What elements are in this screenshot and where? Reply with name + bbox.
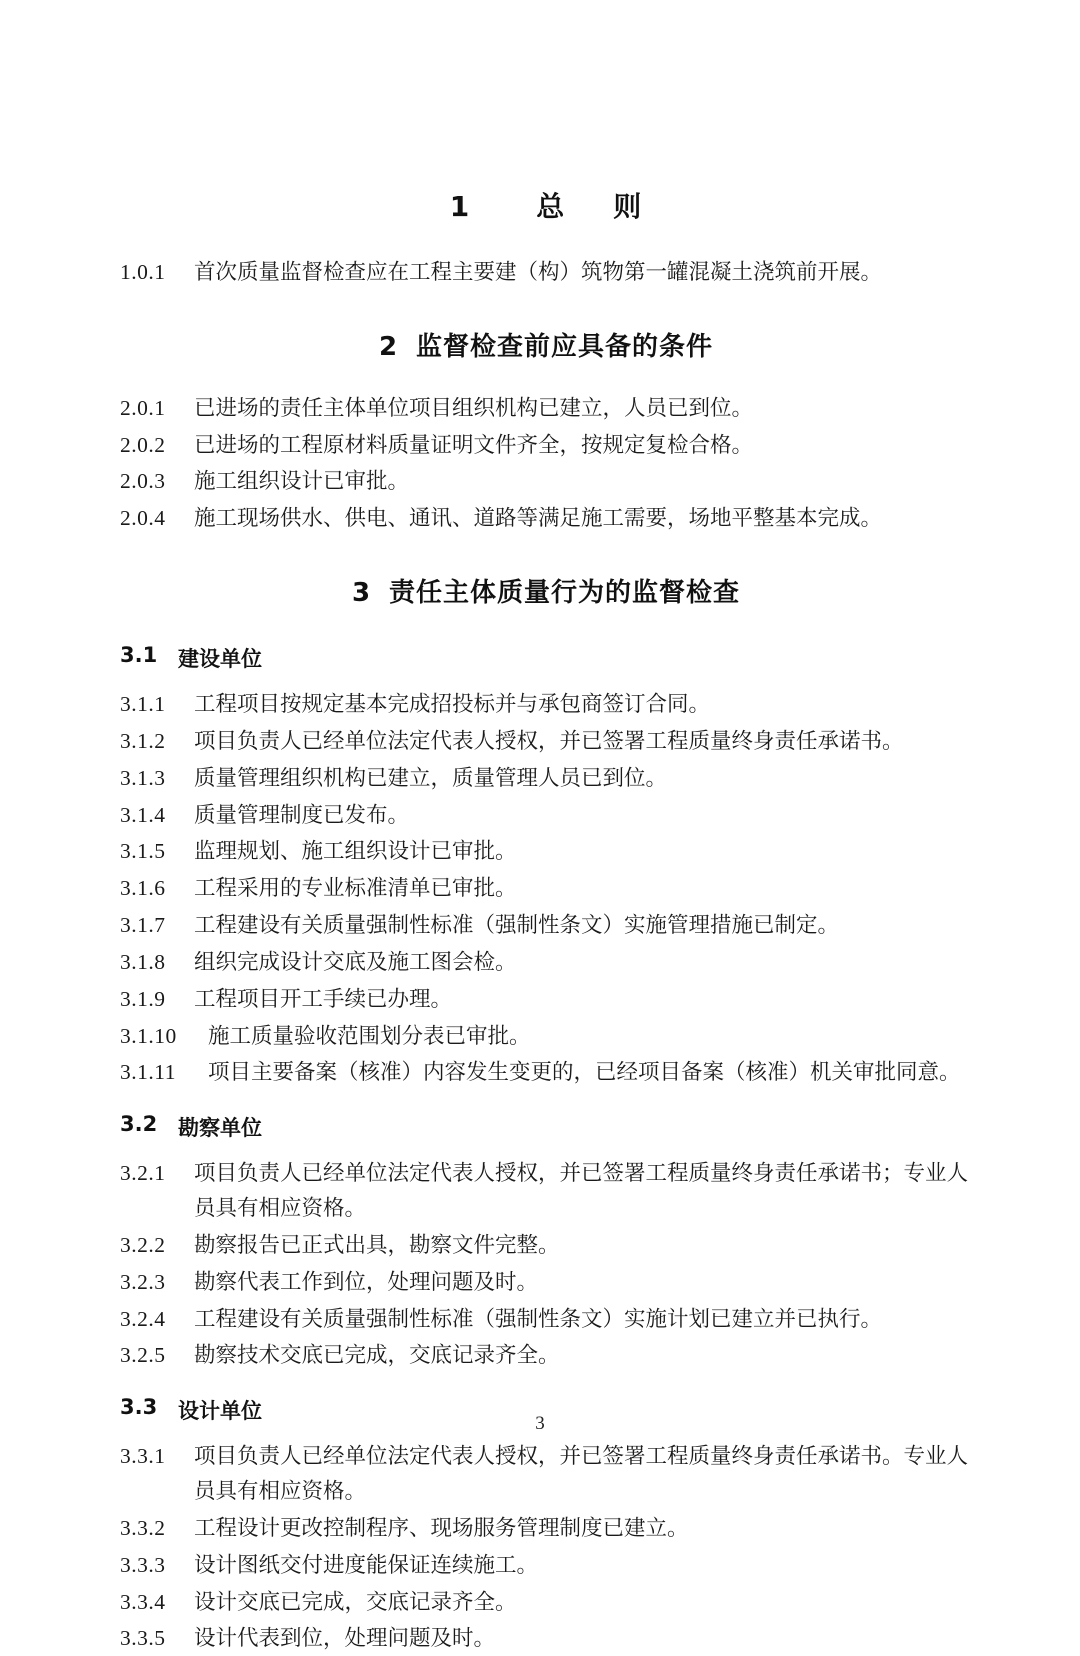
clause-text: 施工现场供水、供电、通讯、道路等满足施工需要，场地平整基本完成。 <box>194 506 883 531</box>
clause-index: 2.0.1 <box>120 395 166 420</box>
clause-text: 已进场的责任主体单位项目组织机构已建立，人员已到位。 <box>194 395 754 420</box>
clause-index: 3.1.9 <box>120 986 166 1011</box>
clause-index: 3.2.2 <box>120 1232 166 1257</box>
clause-index: 3.1.10 <box>120 1023 177 1048</box>
page-number: 3 <box>535 1413 545 1434</box>
chapter-3-number: 3 <box>351 578 372 609</box>
clause-text: 工程设计更改控制程序、现场服务管理制度已建立。 <box>194 1515 689 1540</box>
clause <box>120 908 972 943</box>
clause <box>120 834 972 869</box>
clause-index: 3.1.7 <box>120 913 166 938</box>
clause <box>120 761 972 796</box>
clause-index: 3.3.2 <box>120 1515 166 1540</box>
chapter-2-name: 监督检查前应具备的条件 <box>416 331 714 362</box>
clause-index: 3.3.3 <box>120 1552 166 1577</box>
chapter-1-name: 总 <box>536 190 566 223</box>
clause-index: 3.2.5 <box>120 1343 166 1368</box>
chapter-2-clauses <box>120 391 972 536</box>
clause-text: 施工质量验收范围划分表已审批。 <box>208 1023 531 1048</box>
clause-index: 2.0.2 <box>120 432 166 457</box>
section-index: 3.3 <box>120 1395 158 1420</box>
clause-text: 首次质量监督检查应在工程主要建（构）筑物第一罐混凝土浇筑前开展。 <box>194 260 883 284</box>
chapter-1-number: 1 <box>449 190 471 223</box>
section-head-3-2 <box>120 1112 972 1142</box>
chapter-2-number: 2 <box>378 331 399 362</box>
chapter-1-clauses <box>120 255 972 290</box>
clause-index: 3.1.3 <box>120 765 166 790</box>
section-3-1-clauses <box>120 687 972 1090</box>
clause-index: 3.2.1 <box>120 1161 166 1186</box>
clause-text: 项目负责人已经单位法定代表人授权，并已签署工程质量终身责任承诺书。 <box>194 728 904 753</box>
clause <box>120 1338 972 1373</box>
clause-index: 3.3.5 <box>120 1626 166 1651</box>
clause-index: 3.1.11 <box>120 1060 176 1085</box>
clause-index: 3.1.2 <box>120 728 166 753</box>
clause-text: 项目负责人已经单位法定代表人授权，并已签署工程质量终身责任承诺书；专业人员具有相应资格。 <box>194 1161 969 1221</box>
section-label: 建设单位 <box>178 647 262 672</box>
section-index: 3.1 <box>120 643 158 668</box>
clause-text: 工程项目按规定基本完成招投标并与承包商签订合同。 <box>194 692 711 717</box>
chapter-2-title <box>120 326 972 363</box>
clause-index: 3.1.8 <box>120 949 166 974</box>
clause-text: 勘察报告已正式出具，勘察文件完整。 <box>194 1232 560 1257</box>
clause-index: 3.2.3 <box>120 1269 166 1294</box>
clause-text: 监理规划、施工组织设计已审批。 <box>194 839 517 864</box>
clause <box>120 798 972 833</box>
clause-text: 设计图纸交付进度能保证连续施工。 <box>194 1552 539 1577</box>
chapter-3-title <box>120 572 972 609</box>
clause <box>120 1439 972 1509</box>
clause <box>120 982 972 1017</box>
section-3-2-clauses <box>120 1156 972 1373</box>
clause <box>120 1156 972 1226</box>
clause <box>120 428 972 463</box>
clause <box>120 724 972 759</box>
clause-text: 已进场的工程原材料质量证明文件齐全，按规定复检合格。 <box>194 432 754 457</box>
clause-text: 勘察代表工作到位，处理问题及时。 <box>194 1269 539 1294</box>
clause-text: 施工组织设计已审批。 <box>194 469 410 494</box>
section-label: 勘察单位 <box>178 1116 262 1141</box>
chapter-1-name-tail: 则 <box>613 190 643 223</box>
clause-text: 勘察技术交底已完成，交底记录齐全。 <box>194 1343 560 1368</box>
clause-text: 工程建设有关质量强制性标准（强制性条文）实施管理措施已制定。 <box>194 913 840 938</box>
clause-text: 组织完成设计交底及施工图会检。 <box>194 949 517 974</box>
clause-index: 3.3.1 <box>120 1444 166 1469</box>
clause <box>120 1585 972 1620</box>
clause-text: 项目主要备案（核准）内容发生变更的，已经项目备案（核准）机关审批同意。 <box>208 1060 961 1085</box>
clause <box>120 1302 972 1337</box>
clause-index: 2.0.3 <box>120 469 166 494</box>
clause-index: 2.0.4 <box>120 506 166 531</box>
clause <box>120 1019 972 1054</box>
clause-index: 3.1.1 <box>120 692 166 717</box>
clause <box>120 1511 972 1546</box>
section-label: 设计单位 <box>178 1399 262 1424</box>
clause-text: 设计交底已完成，交底记录齐全。 <box>194 1589 517 1614</box>
clause <box>120 871 972 906</box>
clause-index: 3.3.4 <box>120 1589 166 1614</box>
clause-index: 3.2.4 <box>120 1306 166 1331</box>
clause-text: 工程建设有关质量强制性标准（强制性条文）实施计划已建立并已执行。 <box>194 1306 883 1331</box>
clause-index: 3.1.4 <box>120 802 166 827</box>
clause <box>120 1621 972 1656</box>
clause-index: 1.0.1 <box>120 260 166 284</box>
clause-index: 3.1.5 <box>120 839 166 864</box>
clause-text: 工程采用的专业标准清单已审批。 <box>194 876 517 901</box>
clause <box>120 1228 972 1263</box>
clause <box>120 1265 972 1300</box>
clause-text: 工程项目开工手续已办理。 <box>194 986 453 1011</box>
section-head-3-1 <box>120 643 972 673</box>
section-3-3-clauses <box>120 1439 972 1656</box>
clause-text: 质量管理制度已发布。 <box>194 802 410 827</box>
chapter-1-title <box>120 185 972 225</box>
clause-text: 项目负责人已经单位法定代表人授权，并已签署工程质量终身责任承诺书。专业人员具有相应资格。 <box>194 1444 969 1504</box>
clause <box>120 945 972 980</box>
clause-text: 质量管理组织机构已建立，质量管理人员已到位。 <box>194 765 668 790</box>
clause <box>120 1055 972 1090</box>
clause <box>120 687 972 722</box>
section-index: 3.2 <box>120 1112 158 1137</box>
clause <box>120 391 972 426</box>
clause-text: 设计代表到位，处理问题及时。 <box>194 1626 496 1651</box>
clause <box>120 255 972 290</box>
clause-index: 3.1.6 <box>120 876 166 901</box>
clause <box>120 1548 972 1583</box>
chapter-3-name: 责任主体质量行为的监督检查 <box>389 578 741 609</box>
clause <box>120 464 972 499</box>
clause <box>120 501 972 536</box>
